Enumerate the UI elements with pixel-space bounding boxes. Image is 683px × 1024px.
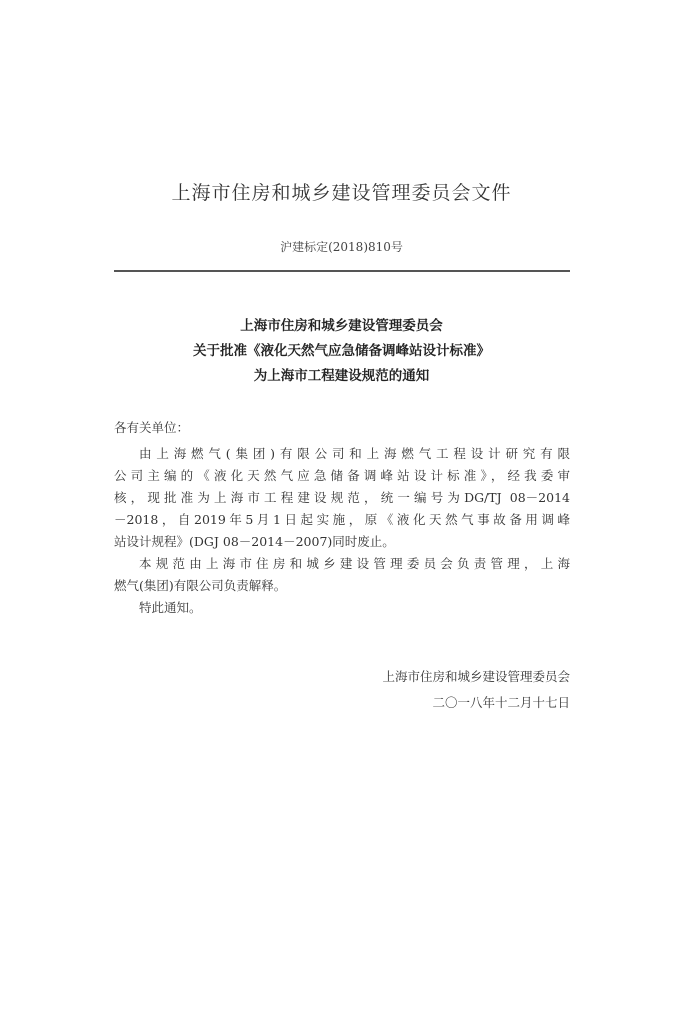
paragraph-1-line-4: －2018，自2019年5月1日起实施，原《液化天然气事故备用调峰 (114, 512, 570, 527)
notice-title-line-2: 关于批准《液化天然气应急储备调峰站设计标准》 (193, 343, 490, 359)
signing-organization: 上海市住房和城乡建设管理委员会 (382, 669, 570, 684)
issuer-file-header: 上海市住房和城乡建设管理委员会文件 (171, 182, 512, 204)
paragraph-1-line-3: 核，现批准为上海市工程建设规范，统一编号为DG/TJ 08－2014 (114, 490, 570, 505)
body-text (114, 443, 570, 619)
document-number: 沪建标定(2018)810号 (280, 240, 403, 254)
notice-title (0, 314, 683, 389)
paragraph-2-line-2: 燃气(集团)有限公司负责解释。 (114, 578, 287, 593)
paragraph-1-line-5: 站设计规程》(DGJ 08－2014－2007)同时废止。 (114, 534, 395, 549)
paragraph-1-line-1: 由上海燃气(集团)有限公司和上海燃气工程设计研究有限 (139, 446, 570, 461)
notice-title-line-3: 为上海市工程建设规范的通知 (253, 368, 430, 384)
paragraph-2-line-1: 本规范由上海市住房和城乡建设管理委员会负责管理，上海 (139, 556, 570, 571)
header-divider-rule (114, 270, 570, 272)
closing-line: 特此通知。 (139, 600, 202, 615)
notice-title-line-1: 上海市住房和城乡建设管理委员会 (240, 318, 443, 334)
signature-block (382, 664, 570, 716)
signing-date: 二〇一八年十二月十七日 (432, 695, 570, 710)
paragraph-1-line-2: 公司主编的《液化天然气应急储备调峰站设计标准》，经我委审 (114, 468, 570, 483)
addressee: 各有关单位： (114, 420, 190, 435)
